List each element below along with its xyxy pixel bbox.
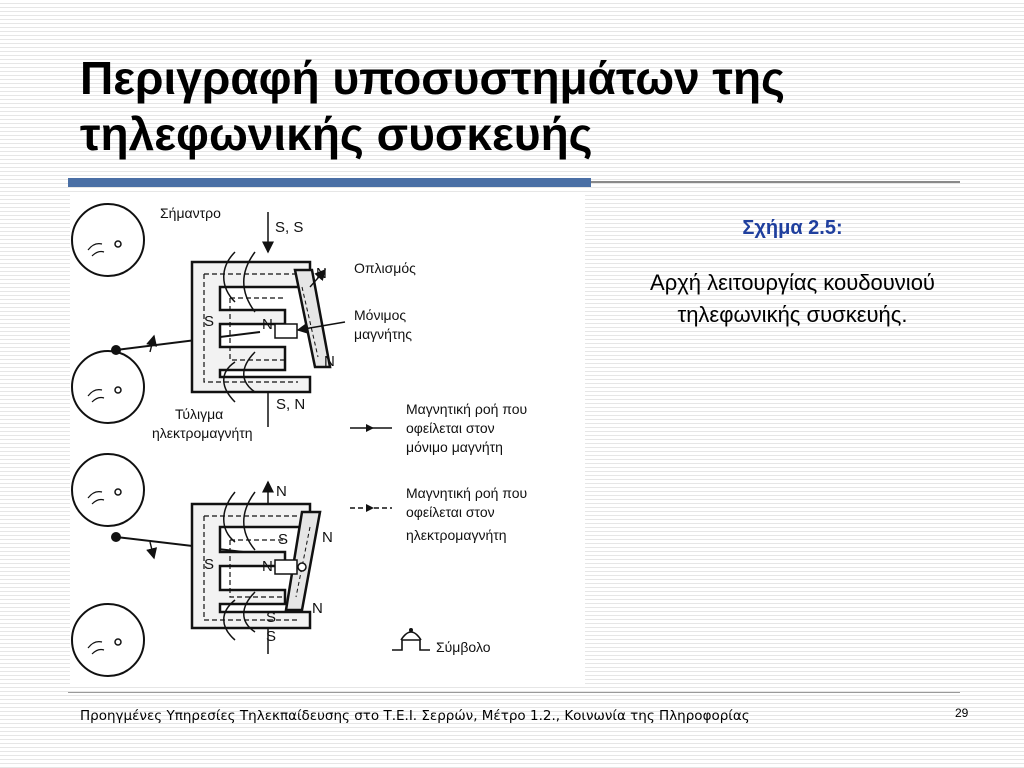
pole-b-s-left: S [204, 556, 215, 573]
label-oplismos: Οπλισμός [354, 260, 416, 276]
gong-bottom-lower [72, 604, 144, 676]
pole-b-s-lower: S [266, 609, 277, 626]
pole-b-n-right-lower: N [312, 600, 323, 617]
ringer-diagram-svg [70, 192, 585, 687]
bell-symbol-icon [392, 628, 430, 650]
pole-ss: S, S [275, 219, 304, 236]
pole-b-n-right-upper: N [322, 529, 333, 546]
label-tyligma-line2: ηλεκτρομαγνήτη [152, 425, 253, 441]
pole-b-s-upper: S [278, 531, 289, 548]
legend-flux-electro-line3: ηλεκτρομαγνήτη [406, 527, 507, 543]
legend-dashed-arrow [350, 504, 392, 512]
label-tyligma-line1: Τύλιγμα [175, 406, 224, 422]
legend-solid-arrow [350, 424, 392, 432]
pole-b-s-bottom: S [266, 628, 277, 645]
title-rule-line [591, 181, 960, 183]
gong-bottom-upper [72, 454, 144, 526]
footer-text: Προηγμένες Υπηρεσίες Τηλεκπαίδευσης στο Τ.Ε.Ι. Σερρών, Μέτρο 1.2., Κοινωνία της Πληροφορίας [80, 708, 750, 724]
gong-top-lower [72, 351, 144, 423]
ringer-diagram [70, 192, 585, 687]
label-monimos-line1: Μόνιμος [354, 307, 407, 323]
legend-flux-electro-line1: Μαγνητική ροή που [406, 485, 528, 501]
legend-flux-permanent-line2: οφείλεται στον [406, 420, 495, 436]
pole-s-left: S [204, 313, 215, 330]
gong-top-upper [72, 204, 144, 276]
pole-b-n-top: N [276, 483, 287, 500]
pole-n-mid: N [262, 316, 273, 333]
legend-flux-permanent-line1: Μαγνητική ροή που [406, 401, 528, 417]
slide-title: Περιγραφή υποσυστημάτων της τηλεφωνικής συσκευής [80, 52, 785, 160]
label-simantro: Σήμαντρο [160, 205, 221, 221]
footer-rule [68, 692, 960, 693]
pole-n-top: N [316, 265, 327, 282]
figure-caption-title: Σχήμα 2.5: [742, 217, 843, 239]
pole-b-n-mid: N [262, 558, 273, 575]
pole-n-bottom: N [324, 353, 335, 370]
pole-sn: S, N [276, 396, 306, 413]
figure-caption-text: Αρχή λειτουργίας κουδουνιού τηλεφωνικής συσκευής. [650, 270, 935, 327]
page-number: 29 [955, 706, 969, 720]
label-monimos-line2: μαγνήτης [354, 326, 413, 342]
legend-flux-permanent-line3: μόνιμο μαγνήτη [406, 439, 503, 455]
title-rule-accent [68, 178, 591, 187]
label-symbolo: Σύμβολο [436, 639, 491, 655]
legend-flux-electro-line2: οφείλεται στον [406, 504, 495, 520]
